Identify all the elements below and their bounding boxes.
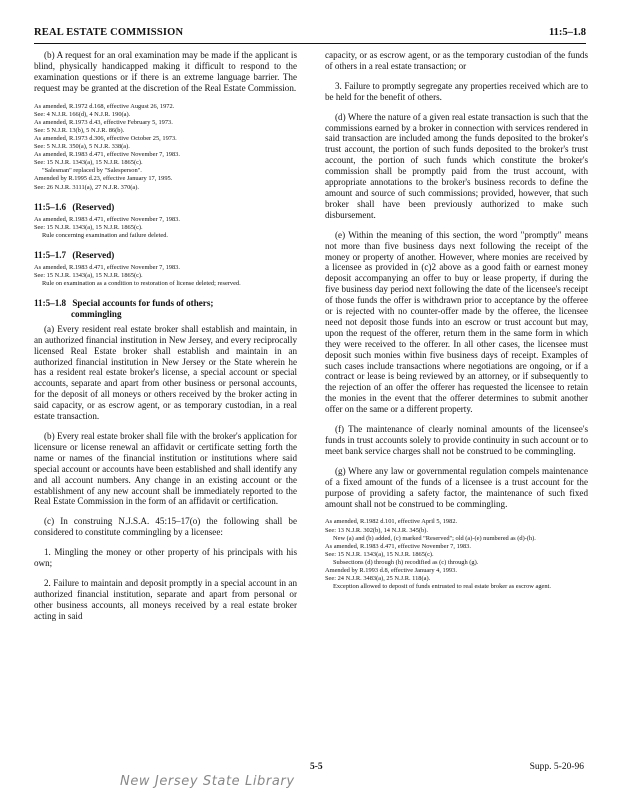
history-line: See: 15 N.J.R. 1343(a), 15 N.J.R. 1865(c). — [34, 223, 143, 231]
paragraph-b-affidavit: (b) Every real estate broker shall file with the broker's application for licensure or license renewal an affidavit or certificate setting forth the name or names of the financial institution or institutions where said special account or accounts have been established and shall identify any and all account numbers. Any change in an existing account or the establishment of any new account shall be immediately reported to the Real Estate Commission in the form of an affidavit or certification. — [34, 431, 297, 507]
section-number: 11:5–1.8 — [34, 298, 67, 309]
list-item-3: 3. Failure to promptly segregate any properties received which are to be held for the benefit of others. — [325, 80, 588, 102]
paragraph-a-special-account: (a) Every resident real estate broker shall establish and maintain, in an authorized financial institution in New Jersey, and every reciprocally licensed Real Estate broker shall establish and maintain in an authorized financial institution in New Jersey or the State wherein he has a resident real estate broker's license, a special account or special accounts, separate and apart from other business or personal accounts, for the deposit of all moneys or others received by the broker acting in said capacity, or as escrow agent, or as temporary custodian, in a real estate transaction. — [34, 323, 297, 422]
section-number: 11:5–1.7 — [34, 249, 67, 260]
paragraph-g-fixed-amount: (g) Where any law or governmental regulation compels maintenance of a fixed amount of the funds of a licensee is a trust account for the purpose of providing a safety factor, the maintenance of such fixed amount shall not be construed to be commingling. — [325, 465, 588, 509]
history-note-2 — [34, 216, 297, 240]
history-line: New (a) and (b) added, (c) marked "Reserved"; old (a)-(e) numbered as (d)-(h). — [333, 534, 536, 542]
history-line: See: 4 N.J.R. 166(d), 4 N.J.R. 190(a). — [34, 110, 131, 118]
library-stamp: New Jersey State Library — [120, 774, 295, 789]
paragraph-b-oral-exam: (b) A request for an oral examination may be made if the applicant is blind, physically handicapped making it difficult to respond to the examination questions or if there is an extreme language barrier. The request may be granted at the discretion of the Real Estate Commission. — [34, 50, 297, 93]
section-number: 11:5–1.6 — [34, 201, 67, 212]
history-line: "Salesman" replaced by "Salesperson". — [42, 167, 142, 175]
history-line: Subsections (d) through (h) recodified as (c) through (g). — [333, 558, 479, 566]
history-line: See: 26 N.J.R. 3111(a), 27 N.J.R. 370(a). — [34, 183, 139, 191]
history-line: As amended, R.1982 d.101, effective April 5, 1982. — [325, 518, 458, 526]
history-line: See: 5 N.J.R. 13(b), 5 N.J.R. 86(b). — [34, 126, 125, 134]
history-line: As amended, R.1983 d.471, effective November 7, 1983. — [34, 151, 180, 159]
running-header — [34, 27, 586, 44]
history-note-1 — [34, 103, 297, 192]
history-line: As amended, R.1972 d.168, effective August 26, 1972. — [34, 102, 175, 110]
history-line: Exception allowed to deposit of funds entrusted to real estate broker as escrow agent. — [333, 583, 551, 591]
section-title: Special accounts for funds of others; — [72, 298, 214, 309]
history-line: Rule on examination as a condition to restoration of license deleted; reserved. — [42, 279, 241, 287]
history-line: As amended, R.1973 d.306, effective October 25, 1973. — [34, 135, 177, 142]
history-line: Rule concerning examination and failure deleted. — [42, 231, 168, 239]
history-line: As amended, R.1983 d.471, effective November 7, 1983. — [34, 263, 180, 271]
section-title: (Reserved) — [72, 249, 115, 260]
left-column — [34, 50, 297, 631]
continued-text: capacity, or as escrow agent, or as the temporary custodian of the funds of others in a real estate transaction; or — [325, 50, 588, 71]
header-section: 11:5–1.8 — [548, 27, 586, 38]
history-line: See: 15 N.J.R. 1343(a), 15 N.J.R. 1865(c). — [34, 159, 143, 167]
header-title: REAL ESTATE COMMISSION — [34, 27, 184, 38]
section-heading-1-6 — [34, 202, 297, 213]
history-line: See: 24 N.J.R. 3483(a), 25 N.J.R. 118(a). — [325, 575, 431, 583]
history-line: Amended by R.1995 d.23, effective January 17, 1995. — [34, 175, 173, 183]
paragraph-d-commissions: (d) Where the nature of a given real estate transaction is such that the commissions earned by a broker in connection with services rendered in said transaction are included among the funds deposited to the broker's trust account, the portion of such funds deposited to the broker's trust account, the portion of such funds which constitute the broker's commission shall be promptly paid from the trust account, with appropriate annotations to the broker's business records to define the amount and source of such commissions; provided, however, that such broker shall have been previously authorized to make such disbursement. — [325, 111, 588, 220]
history-line: Amended by R.1993 d.8, effective January 4, 1993. — [325, 567, 457, 574]
history-line: As amended, R.1983 d.471, effective November 7, 1983. — [325, 542, 471, 550]
page-number: 5-5 — [310, 762, 323, 772]
section-heading-1-8 — [34, 298, 297, 320]
list-item-1: 1. Mingling the money or other property of his principals with his own; — [34, 547, 297, 569]
right-column — [325, 50, 588, 601]
history-line: As amended, R.1973 d.43, effective February 5, 1973. — [34, 118, 173, 126]
history-line: See: 13 N.J.R. 302(b), 14 N.J.R. 345(b). — [325, 526, 428, 534]
history-line: See: 5 N.J.R. 350(a), 5 N.J.R. 338(a). — [34, 143, 130, 151]
history-line: As amended, R.1983 d.471, effective November 7, 1983. — [34, 215, 180, 223]
section-heading-1-7 — [34, 250, 297, 261]
supplement-date: Supp. 5-20-96 — [529, 762, 584, 772]
paragraph-c-commingling: (c) In construing N.J.S.A. 45:15–17(o) the following shall be considered to constitute commingling by a licensee: — [34, 516, 297, 538]
list-item-2: 2. Failure to maintain and deposit promptly in a special account in an authorized financial institution, separate and apart from personal or other business accounts, all moneys received by a real estate broker acting in said — [34, 577, 297, 621]
history-line: See: 15 N.J.R. 1343(a), 15 N.J.R. 1865(c). — [325, 550, 434, 558]
section-title: (Reserved) — [72, 201, 115, 212]
paragraph-e-promptly: (e) Within the meaning of this section, the word "promptly" means not more than five business days next following the receipt of the money or property of another. However, where monies are received by a licensee as provided in (c)2 above as a good faith or earnest money deposit accompanying an offer to buy or lease property, if during the five business day period next following the date of the licensee's receipt of those funds the offer is withdrawn prior to acceptance by the offeree or is rejected with no counter-offer made by the offeree, the licensee need not deposit those funds into an escrow or trust account but may, upon the request of the offerer, return them in the same form in which they were received to the offerer. In all other cases, the licensee must deposit such monies within five business days of receipt. Examples of such cases include transactions where negotiations are ongoing, or if a contract or lease is being reviewed by an attorney, or if subsequently to the rejection of an offer the offerer has requested the licensee to retain the monies in the event that the offerer determines to submit another offer on the same or a different property. — [325, 229, 588, 415]
history-note-4 — [325, 518, 588, 591]
history-note-3 — [34, 264, 297, 288]
section-title-continued: commingling — [71, 308, 122, 319]
history-line: See: 15 N.J.R. 1343(a), 15 N.J.R. 1865(c). — [34, 271, 143, 279]
paragraph-f-nominal-funds: (f) The maintenance of clearly nominal amounts of the licensee's funds in trust accounts solely to provide continuity in such account or to meet bank service charges shall not be construed to be commingling. — [325, 424, 588, 456]
